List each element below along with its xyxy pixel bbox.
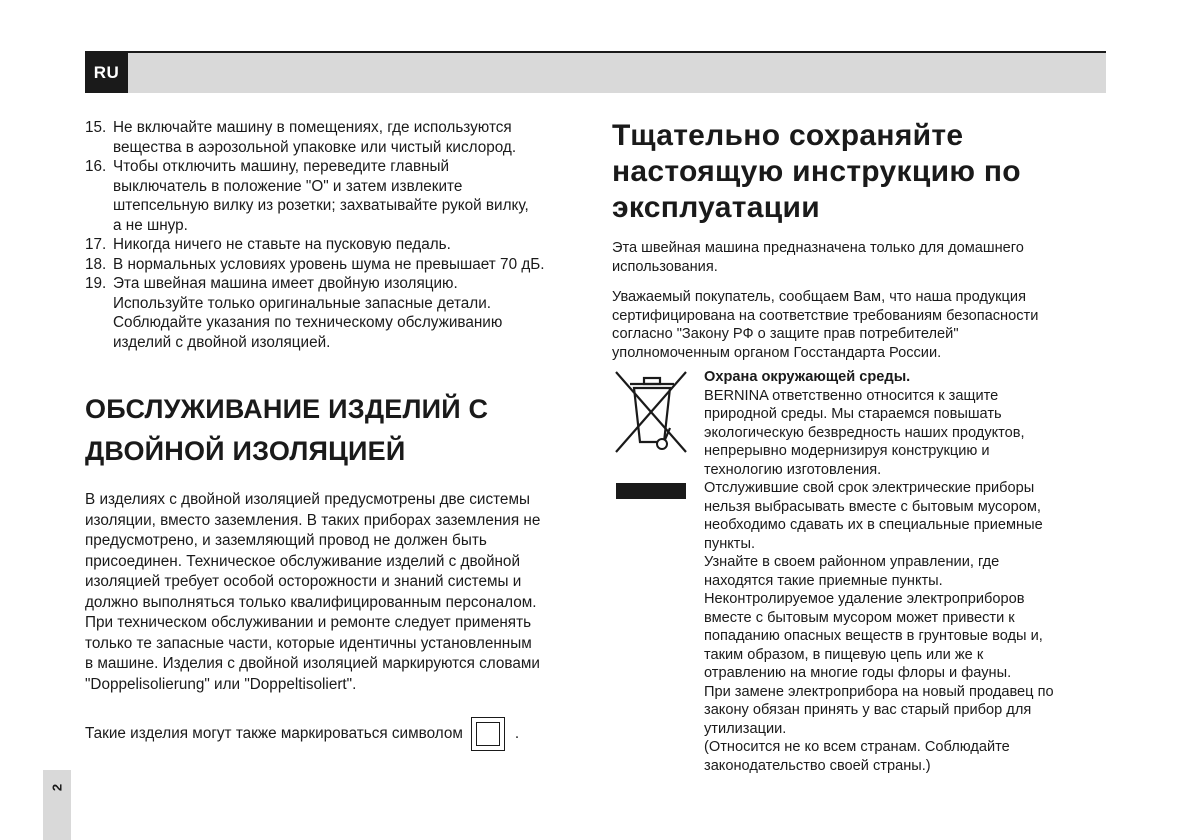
environment-line: пункты. bbox=[704, 535, 756, 552]
environment-line: законодательство своей страны.) bbox=[704, 757, 931, 774]
environment-line: непрерывно модернизируя конструкцию и bbox=[704, 443, 990, 459]
safety-list bbox=[85, 118, 585, 352]
list-item-line: Соблюдайте указания по техническому обслуживанию bbox=[113, 314, 503, 331]
symbol-suffix: . bbox=[514, 725, 520, 742]
paragraph-line: сертифицирована на соответствие требованиям безопасности bbox=[612, 307, 1039, 324]
body-line: в машине. Изделия с двойной изоляцией маркируются словами bbox=[85, 655, 540, 672]
environment-icon-column bbox=[612, 368, 690, 775]
environment-line: BERNINA ответственно относится к защите bbox=[704, 387, 999, 404]
environment-line: попаданию опасных веществ в грунтовые воды и, bbox=[704, 628, 1043, 644]
double-insulation-heading bbox=[85, 388, 585, 472]
safety-list-item bbox=[85, 235, 585, 255]
list-item-number: 16. bbox=[85, 158, 107, 175]
body-line: предусмотрено, и заземляющий провод не должен быть bbox=[85, 532, 487, 549]
safety-list-item bbox=[85, 255, 585, 275]
keep-instructions-title bbox=[612, 118, 1102, 226]
body-line: "Doppelisolierung" или "Doppeltisoliert". bbox=[85, 675, 357, 693]
list-item-line: штепсельную вилку из розетки; захватывайте рукой вилку, bbox=[113, 197, 529, 214]
environment-line: отравлению на многие годы флоры и фауны. bbox=[704, 665, 1012, 681]
environment-line: Узнайте в своем районном управлении, где bbox=[704, 554, 1000, 570]
page-number: 2 bbox=[49, 783, 65, 792]
environment-line: закону обязан принять у вас старый прибор для bbox=[704, 702, 1032, 718]
environment-line: необходимо сдавать их в специальные приемные bbox=[704, 517, 1043, 533]
body-line: При техническом обслуживании и ремонте следует применять bbox=[85, 614, 532, 631]
language-tag: RU bbox=[85, 53, 128, 93]
paragraph-line: уполномоченным органом Госстандарта России. bbox=[612, 344, 942, 361]
list-item-line: Чтобы отключить машину, переведите главный bbox=[113, 158, 450, 175]
paragraph-line: согласно "Закону РФ о защите прав потребителей" bbox=[612, 326, 959, 342]
title-line: Тщательно сохраняйте bbox=[612, 119, 964, 152]
list-item-line: выключатель в положение "O" и затем извлеките bbox=[113, 177, 463, 195]
environment-line: утилизации. bbox=[704, 720, 787, 737]
list-item-line: вещества в аэрозольной упаковке или чистый кислород. bbox=[113, 138, 517, 156]
certification-paragraph bbox=[612, 288, 1102, 362]
list-item-line: изделий с двойной изоляцией. bbox=[113, 333, 331, 351]
environment-line: таким образом, в пищевую цепь или же к bbox=[704, 646, 984, 663]
environment-line: вместе с бытовым мусором может привести к bbox=[704, 609, 1015, 626]
environment-line: Отслужившие свой срок электрические приборы bbox=[704, 480, 1035, 496]
list-item-number: 15. bbox=[85, 119, 107, 136]
environment-line: находятся такие приемные пункты. bbox=[704, 572, 943, 589]
list-item-line: Не включайте машину в помещениях, где используются bbox=[113, 119, 512, 136]
heading-line: ДВОЙНОЙ ИЗОЛЯЦИЕЙ bbox=[85, 436, 406, 466]
environment-heading: Охрана окружающей среды. bbox=[704, 369, 911, 385]
title-line: настоящую инструкцию по bbox=[612, 155, 1021, 188]
symbol-line bbox=[85, 717, 585, 751]
list-item-number: 19. bbox=[85, 275, 107, 292]
list-item-line: а не шнур. bbox=[113, 216, 188, 234]
marking-bar bbox=[616, 483, 686, 499]
list-item-line: Эта швейная машина имеет двойную изоляцию. bbox=[113, 275, 458, 292]
paragraph-line: использования. bbox=[612, 258, 718, 275]
environment-line: Неконтролируемое удаление электроприборов bbox=[704, 591, 1025, 607]
body-line: В изделиях с двойной изоляцией предусмотрены две системы bbox=[85, 491, 530, 508]
symbol-text: Такие изделия могут также маркироваться символом bbox=[85, 725, 463, 742]
environment-line: нельзя выбрасывать вместе с бытовым мусором, bbox=[704, 498, 1041, 515]
title-line: эксплуатации bbox=[612, 191, 820, 224]
body-line: изоляции, вместо заземления. В таких приборах заземления не bbox=[85, 511, 541, 529]
list-item-line: Используйте только оригинальные запасные детали. bbox=[113, 294, 492, 312]
environment-line: (Относится не ко всем странам. Соблюдайте bbox=[704, 739, 1010, 755]
left-column bbox=[85, 118, 585, 751]
header-band bbox=[85, 53, 1106, 93]
paragraph-line: Уважаемый покупатель, сообщаем Вам, что наша продукция bbox=[612, 289, 1026, 305]
body-line: только те запасные части, которые идентичны установленным bbox=[85, 634, 532, 652]
double-insulation-symbol-icon bbox=[471, 717, 505, 751]
list-item-number: 17. bbox=[85, 236, 107, 253]
environment-section bbox=[612, 368, 1102, 775]
environment-text bbox=[704, 368, 1102, 775]
heading-line: ОБСЛУЖИВАНИЕ ИЗДЕЛИЙ С bbox=[85, 394, 489, 424]
double-insulation-body bbox=[85, 490, 585, 695]
list-item-line: В нормальных условиях уровень шума не превышает 70 дБ. bbox=[113, 255, 545, 273]
home-use-paragraph bbox=[612, 239, 1102, 276]
list-item-line: Никогда ничего не ставьте на пусковую педаль. bbox=[113, 236, 451, 253]
environment-line: технологию изготовления. bbox=[704, 461, 882, 478]
body-line: изоляцией требует особой осторожности и знаний системы и bbox=[85, 573, 522, 590]
safety-list-item bbox=[85, 157, 585, 235]
environment-line: экологическую безвредность наших продуктов, bbox=[704, 424, 1025, 441]
body-line: должно выполняться только квалифицированным персоналом. bbox=[85, 593, 537, 611]
paragraph-line: Эта швейная машина предназначена только для домашнего bbox=[612, 240, 1024, 256]
environment-line: природной среды. Мы стараемся повышать bbox=[704, 406, 1002, 422]
list-item-number: 18. bbox=[85, 255, 107, 273]
environment-line: При замене электроприбора на новый продавец по bbox=[704, 683, 1054, 700]
crossed-out-wheelie-bin-icon bbox=[612, 368, 692, 458]
body-line: присоединен. Техническое обслуживание изделий с двойной bbox=[85, 552, 520, 570]
safety-list-item bbox=[85, 118, 585, 157]
safety-list-item bbox=[85, 274, 585, 352]
right-column bbox=[612, 118, 1102, 362]
